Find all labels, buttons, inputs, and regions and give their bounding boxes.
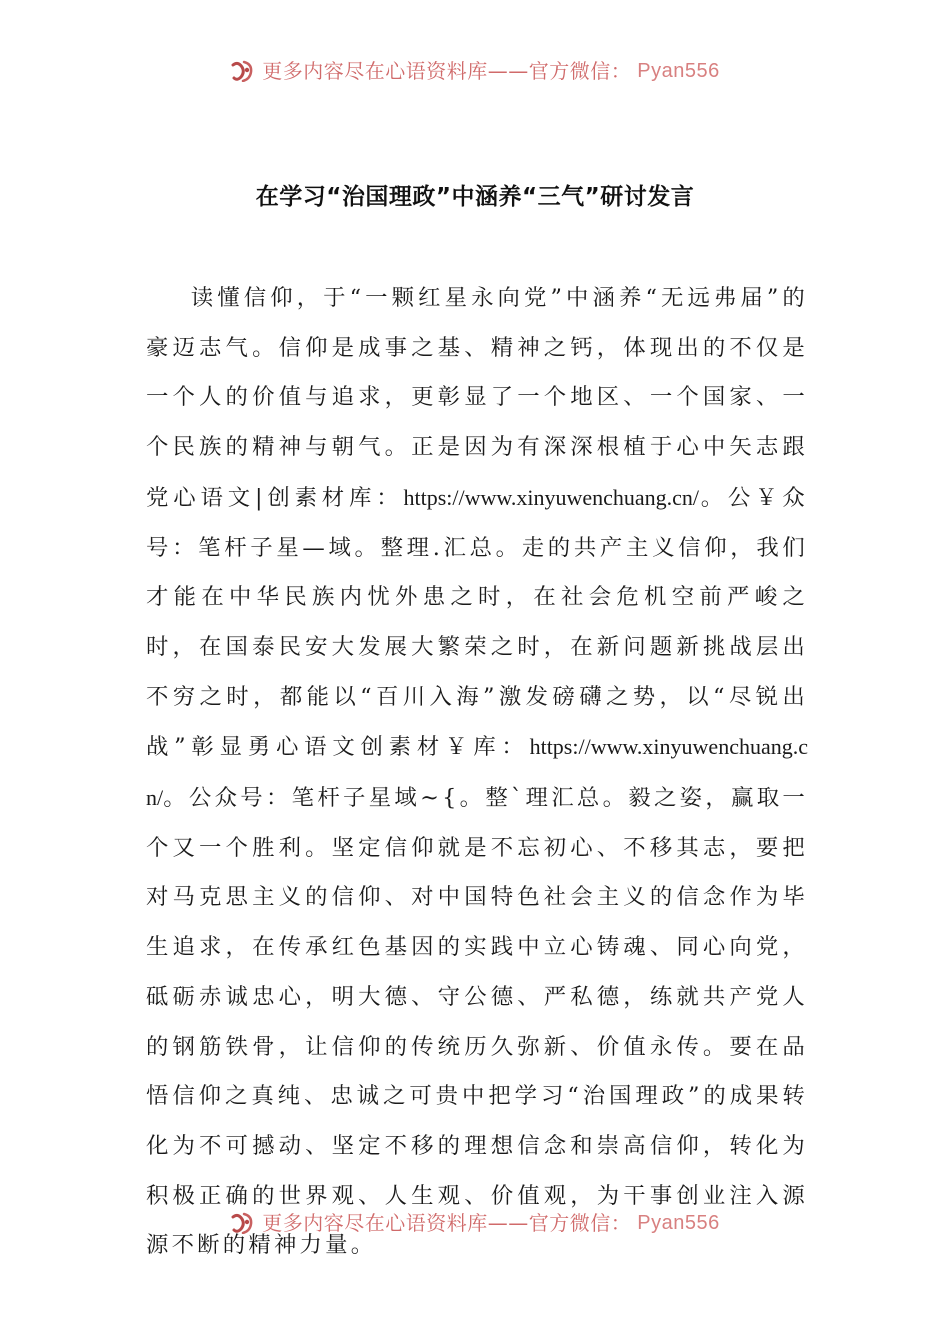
body-paragraph	[146, 274, 808, 1271]
watermark-text: 更多内容尽在心语资料库——官方微信：	[262, 59, 632, 82]
resource-url: https://www.xinyuwenchuang.cn/	[146, 734, 808, 811]
watermark-handle: Pyan556	[637, 60, 720, 82]
resource-url: https://www.xinyuwenchuang.cn/	[403, 484, 700, 510]
body-text-segment: 读懂信仰，于“一颗红星永向党”中涵养“无远弗届”的豪迈志气。信仰是成事之基、精神之钙，体现出的不仅是一个人的价值与追求，更彰显了一个地区、一个国家、一个民族的精神与朝气。正是因为有深深根植于心中矢志跟党心语文|创素材库：	[146, 285, 808, 511]
body-text-segment: 。公众号：笔杆子星域~{。整`理汇总。毅之姿，赢取一个又一个胜利。坚定信仰就是不忘初心、不移其志，要把对马克思主义的信仰、对中国特色社会主义的信念作为毕生追求，在传承红色基因的实践中立心铸魂、同心向党，砥砺赤诚忠心，明大德、守公德、严私德，练就共产党人的钢筋铁骨，让信仰的传统历久弥新、价值永传。要在品悟信仰之真纯、忠诚之可贵中把学习“治国理政”的成果转化为不可撼动、坚定不移的理想信念和崇高信仰，转化为积极正确的世界观、人生观、价值观，为干事创业注入源源不断的精神力量。	[146, 785, 808, 1259]
body-text-segment: 。公￥众号：笔杆子星—域。整理.汇总。走的共产主义信仰，我们才能在中华民族内忧外患之时，在社会危机空前严峻之时，在国泰民安大发展大繁荣之时，在新问题新挑战层出不穷之时，都能以“百川入海”激发磅礴之势，以“尽锐出战”彰显勇心语文创素材￥库：	[146, 484, 808, 761]
watermark-text: 更多内容尽在心语资料库——官方微信：	[262, 1211, 632, 1234]
brand-logo-icon	[230, 58, 256, 82]
document-title: 在学习“治国理政”中涵养“三气”研讨发言	[255, 184, 695, 210]
header-watermark	[0, 52, 950, 82]
watermark-handle: Pyan556	[637, 1212, 720, 1234]
brand-logo-icon	[230, 1210, 256, 1234]
footer-watermark	[0, 1204, 950, 1234]
